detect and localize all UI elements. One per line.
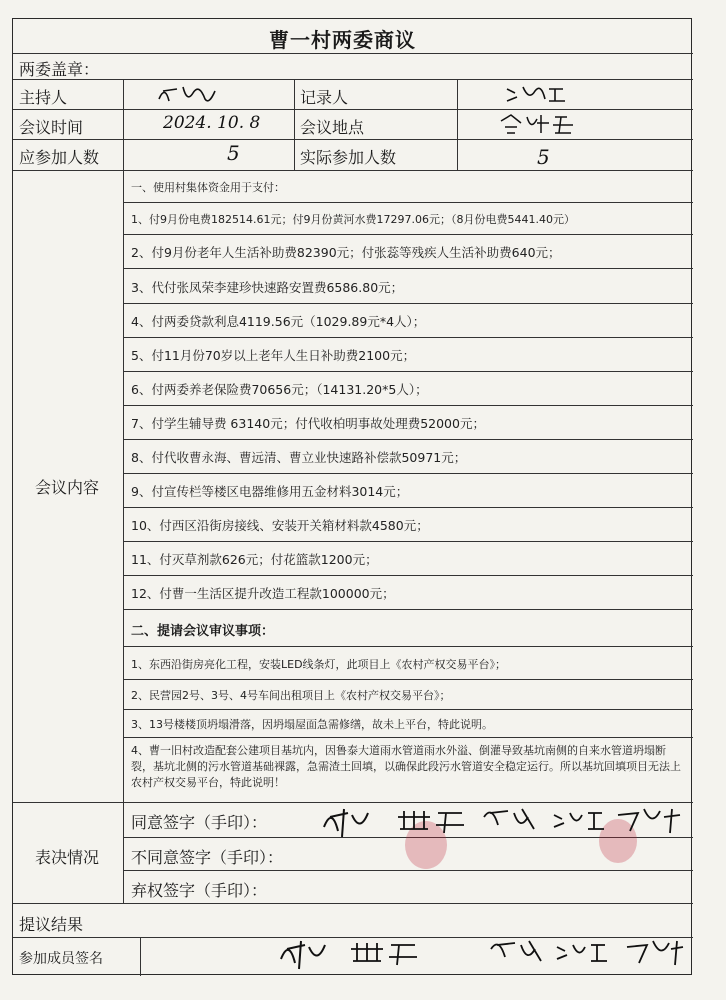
list-item: 7、付学生辅导费 63140元；付代收柏明事故处理费52000元； — [131, 416, 485, 431]
page-title: 曹一村两委商议 — [269, 28, 416, 52]
list-item: 8、付代收曹永海、曹远清、曹立业快速路补偿款50971元； — [131, 450, 467, 465]
list-item: 10、付西区沿街房接线、安装开关箱材料款4580元； — [131, 518, 429, 533]
member-signatures — [275, 935, 685, 975]
content-label: 会议内容 — [35, 478, 100, 497]
place-label: 会议地点 — [300, 118, 365, 137]
time-value: 2024. 10. 8 — [163, 113, 261, 133]
review-item: 3、13号楼楼顶坍塌滑落，因坍塌屋面急需修缮，故未上平台，特此说明。 — [131, 718, 493, 731]
agree-label: 同意签字（手印）： — [131, 813, 268, 832]
disagree-label: 不同意签字（手印）： — [131, 848, 284, 867]
result-label: 提议结果 — [19, 915, 84, 934]
place-handwriting — [497, 111, 587, 137]
review-item: 1、东西沿街房亮化工程，安装LED线条灯，此项目上《农村产权交易平台》； — [131, 658, 507, 671]
recorder-signature — [503, 81, 573, 107]
record-table — [12, 18, 692, 975]
list-item: 6、付两委养老保险费70656元；（14131.20*5人）； — [131, 382, 428, 397]
list-item: 11、付灭草剂款626元；付花篮款1200元； — [131, 552, 378, 567]
list-item: 4、付两委贷款利息4119.56元（1029.89元*4人）； — [131, 314, 426, 329]
list-item: 2、付9月份老年人生活补助费82390元；付张蕊等残疾人生活补助费640元； — [131, 245, 561, 260]
members-label: 参加成员签名 — [19, 951, 103, 967]
section1-heading: 一、使用村集体资金用于支付： — [131, 181, 285, 194]
expected-label: 应参加人数 — [19, 148, 100, 167]
host-label: 主持人 — [19, 88, 68, 107]
seal-label: 两委盖章： — [19, 60, 100, 79]
vote-label: 表决情况 — [35, 848, 100, 867]
recorder-label: 记录人 — [300, 88, 349, 107]
section2-heading: 二、提请会议审议事项： — [131, 624, 275, 639]
actual-label: 实际参加人数 — [300, 148, 397, 167]
expected-value: 5 — [227, 141, 240, 165]
review-item: 4、曹一旧村改造配套公建项目基坑内，因鲁泰大道雨水管道雨水外溢、倒灌导致基坑南侧的自来水管道坍塌断裂，基坑北侧的污水管道基础裸露，急需渣土回填，以确保此段污水管道安全稳定运行。所以基坑回填项目无法上农村产权交易平台，特此说明！ — [131, 744, 681, 789]
list-item: 3、代付张凤荣李建珍快速路安置费6586.80元； — [131, 280, 404, 295]
list-item: 12、付曹一生活区提升改造工程款100000元； — [131, 586, 395, 601]
agree-signatures — [318, 803, 688, 843]
list-item: 5、付11月份70岁以上老年人生日补助费2100元； — [131, 348, 416, 363]
host-signature — [153, 81, 223, 107]
list-item: 1、付9月份电费182514.61元；付9月份黄河水费17297.06元；（8月份电费5441.40元） — [131, 213, 575, 226]
review-item: 2、民营园2号、3号、4号车间出租项目上《农村产权交易平台》； — [131, 689, 451, 702]
abstain-label: 弃权签字（手印）： — [131, 881, 268, 900]
actual-value: 5 — [537, 145, 550, 169]
time-label: 会议时间 — [19, 118, 84, 137]
list-item: 9、付宣传栏等楼区电器维修用五金材料3014元； — [131, 484, 409, 499]
